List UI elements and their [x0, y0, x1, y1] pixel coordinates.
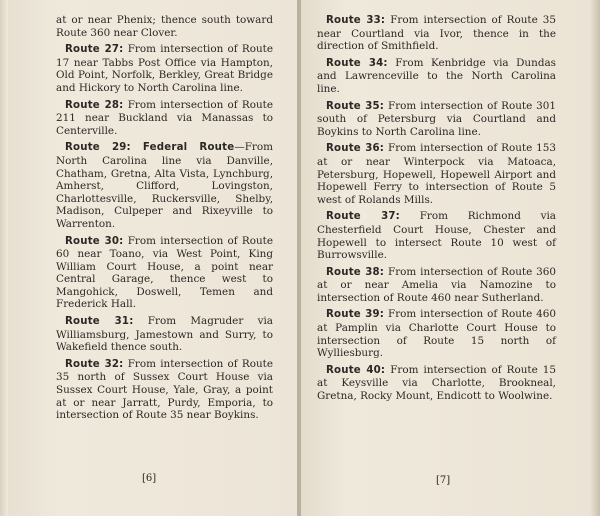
left-page [0, 0, 299, 516]
route-entry [317, 14, 556, 53]
route-entry [317, 100, 556, 139]
route-entry [56, 141, 273, 230]
route-description: —From North Carolina line via Danville, Chatham, Gretna, Alta Vista, Lynchburg, Amherst, Clifford, Lovingston, Charlottesville, Ruckersville, Shelby, Madison, Culpeper and Rixeyville to Warrenton. [56, 141, 273, 230]
route-description: From intersection of Route 360 at or near Amelia via Namozine to intersection of Route 460 near Sutherland. [317, 265, 556, 304]
page-edge-left [0, 0, 8, 516]
route-description: From Kenbridge via Dundas and Lawrenceville to the North Carolina line. [317, 56, 556, 95]
route-description: From intersection of Route 301 south of Petersburg via Courtland and Boykins to North Carolina line. [317, 99, 556, 138]
right-page [301, 0, 600, 516]
route-entry [317, 266, 556, 305]
page-number-right: [7] [436, 475, 451, 486]
route-entry [317, 364, 556, 403]
route-label: Route 30: [65, 235, 124, 247]
route-label: Route 29: Federal Route [65, 142, 235, 154]
page-number-left: [6] [142, 473, 157, 484]
page-edge-right [590, 0, 600, 516]
left-route-list [56, 43, 273, 422]
route-description: From intersection of Route 211 near Buckland via Manassas to Centerville. [56, 98, 273, 137]
route-entry [317, 308, 556, 359]
route-label: Route 28: [65, 99, 124, 111]
right-route-list [317, 14, 556, 403]
route-entry [56, 99, 273, 138]
route-label: Route 27: [65, 44, 124, 56]
route-description: From intersection of Route 35 north of Sussex Court House via Sussex Court House, Yale, Gray, a point at or near Jarratt, Purdy, Emporia, to intersection of Route 35 near Boykins. [56, 357, 273, 422]
route-label: Route 35: [326, 100, 385, 112]
route-entry [56, 43, 273, 94]
route-label: Route 32: [65, 358, 124, 370]
route-label: Route 40: [326, 364, 386, 376]
route-label: Route 38: [326, 266, 385, 278]
route-description: From intersection of Route 460 at Pamplin via Charlotte Court House to intersection of Route 15 north of Wylliesburg. [317, 308, 556, 360]
route-label: Route 37: [326, 211, 400, 223]
route-description: From intersection of Route 15 at Keysville via Charlotte, Brookneal, Gretna, Rocky Mount, Endicott to Woolwine. [317, 363, 556, 403]
route-description: From intersection of Route 35 near Courtland via Ivor, thence in the direction of Smithfield. [317, 14, 556, 53]
route-label: Route 33: [326, 15, 386, 26]
route-description: From intersection of Route 17 near Tabbs Post Office via Hampton, Old Point, Norfolk, Berkley, Great Bridge and Hickory to North Carolina line. [56, 43, 273, 94]
route-description: From intersection of Route 153 at or near Winterpock via Matoaca, Petersburg, Hopewell, Hopewell Airport and Hopewell Ferry to intersection of Route 5 west of Rolands Mills. [317, 142, 556, 206]
route-entry [56, 358, 273, 422]
route-description: From Magruder via Williamsburg, Jamestown and Surry, to Wakefield thence south. [56, 315, 273, 354]
route-entry [317, 210, 556, 261]
route-entry [317, 57, 556, 96]
route-label: Route 39: [326, 309, 385, 321]
route-entry [317, 142, 556, 206]
route-entry [56, 315, 273, 354]
continuation-paragraph: at or near Phenix; thence south toward Route 360 near Clover. [56, 14, 273, 39]
route-label: Route 34: [326, 57, 388, 69]
route-description: From Richmond via Chesterfield Court House, Chester and Hopewell to intersect Route 10 west of Burrowsville. [317, 210, 556, 262]
route-label: Route 31: [65, 316, 134, 328]
route-entry [56, 235, 273, 312]
route-label: Route 36: [326, 143, 385, 155]
route-description: From intersection of Route 60 near Toano, via West Point, King William Court House, a point near Central Garage, thence west to Mangohick, Doswell, Temen and Frederick Hall. [56, 234, 273, 311]
